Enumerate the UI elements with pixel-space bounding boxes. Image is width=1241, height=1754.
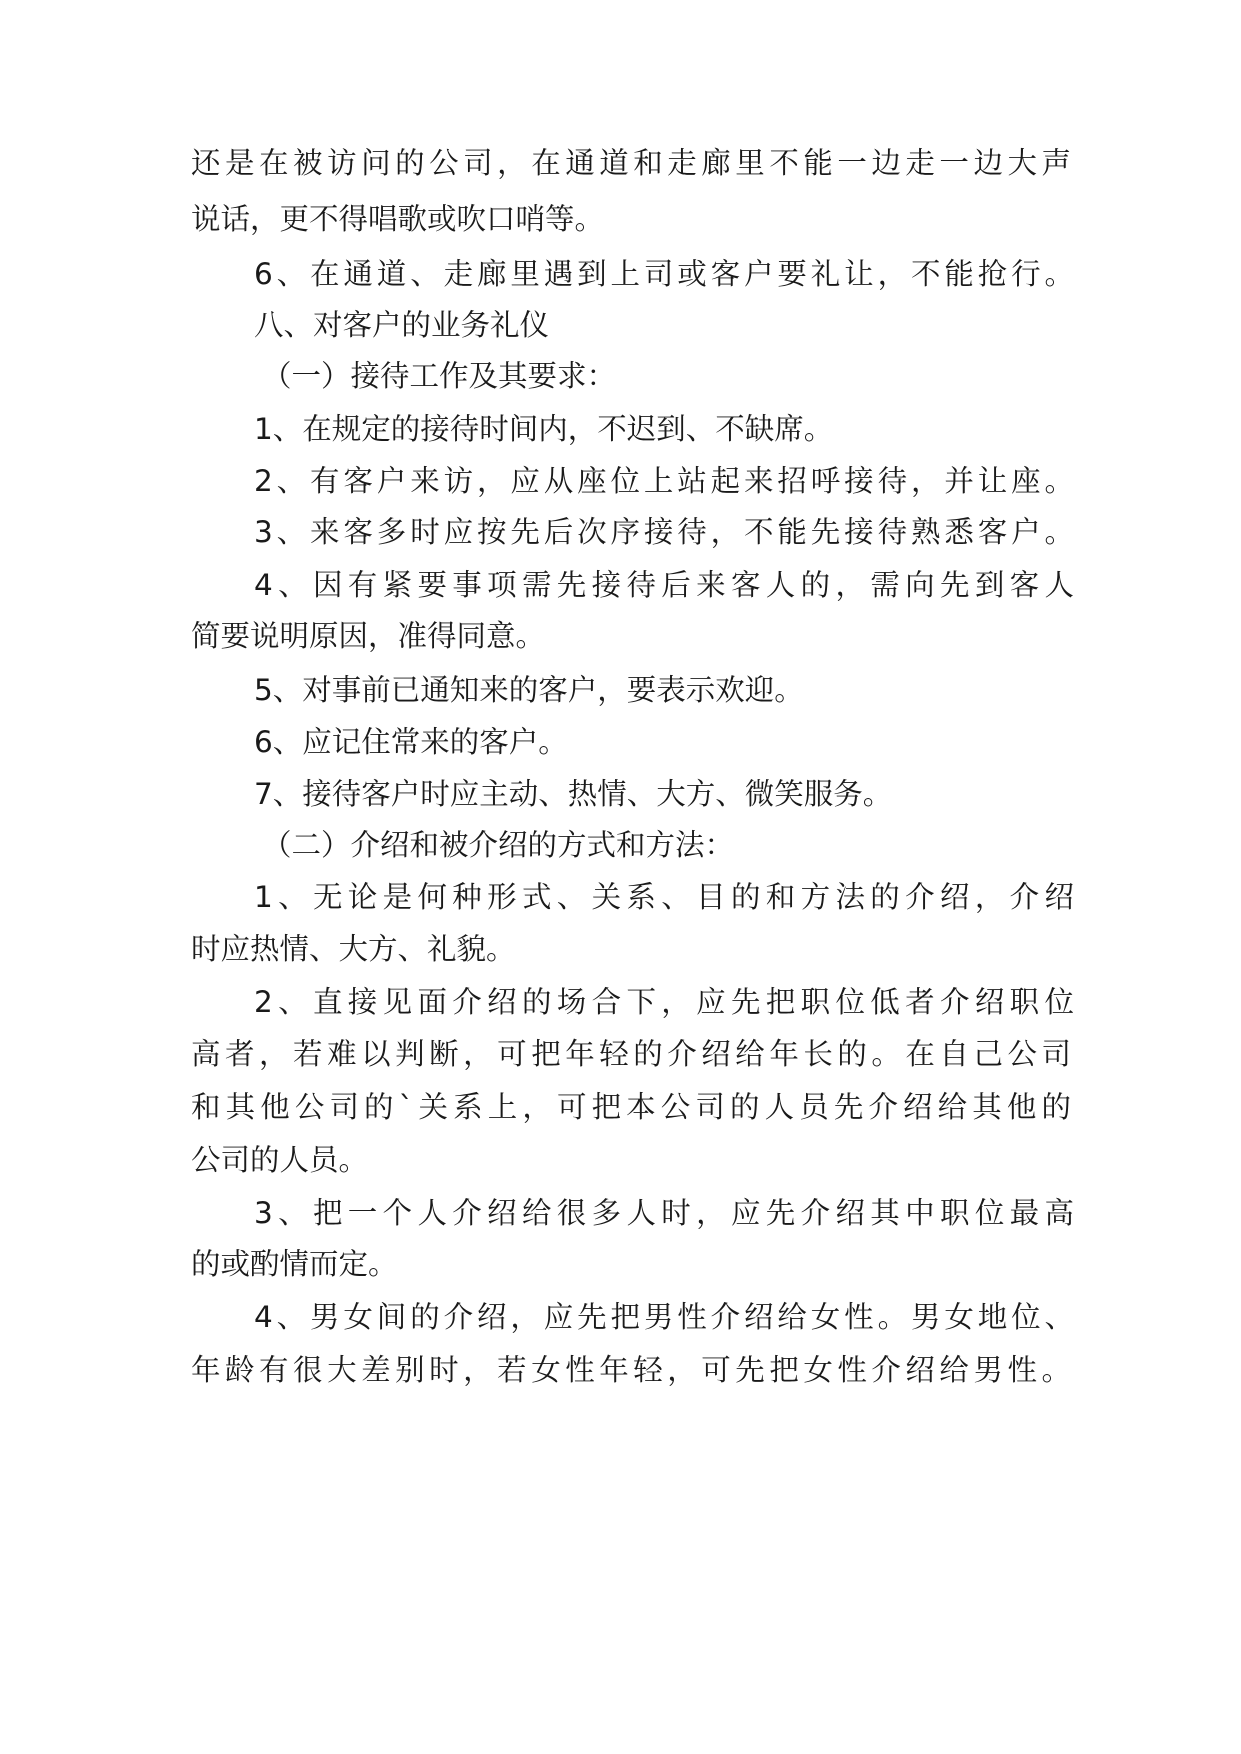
text-line: 2、直接见面介绍的场合下，应先把职位低者介绍职位 — [254, 985, 1074, 1019]
text-line: 1、在规定的接待时间内，不迟到、不缺席。 — [254, 412, 834, 446]
text-line: 和其他公司的`关系上，可把本公司的人员先介绍给其他的 — [191, 1090, 1071, 1124]
text-line: 还是在被访问的公司，在通道和走廊里不能一边走一边大声 — [191, 146, 1071, 180]
section-heading: 八、对客户的业务礼仪 — [254, 308, 550, 342]
text-line: 6、在通道、走廊里遇到上司或客户要礼让，不能抢行。 — [254, 257, 1074, 291]
text-line: 年龄有很大差别时，若女性年轻，可先把女性介绍给男性。 — [191, 1353, 1071, 1387]
text-line: 7、接待客户时应主动、热情、大方、微笑服务。 — [254, 777, 893, 811]
text-line: 1、无论是何种形式、关系、目的和方法的介绍，介绍 — [254, 880, 1074, 914]
text-line: 说话，更不得唱歌或吹口哨等。 — [191, 202, 605, 236]
text-line: 3、来客多时应按先后次序接待，不能先接待熟悉客户。 — [254, 515, 1074, 549]
text-line: 高者，若难以判断，可把年轻的介绍给年长的。在自己公司 — [191, 1037, 1071, 1071]
text-line: 的或酌情而定。 — [191, 1247, 398, 1281]
text-line: 5、对事前已通知来的客户，要表示欢迎。 — [254, 673, 804, 707]
text-line: 时应热情、大方、礼貌。 — [191, 932, 516, 966]
text-line: 4、男女间的介绍，应先把男性介绍给女性。男女地位、 — [254, 1300, 1074, 1334]
text-line: 3、把一个人介绍给很多人时，应先介绍其中职位最高 — [254, 1196, 1074, 1230]
text-line: 公司的人员。 — [191, 1143, 369, 1177]
subsection-heading: （一）接待工作及其要求： — [262, 359, 617, 393]
text-line: 6、应记住常来的客户。 — [254, 725, 568, 759]
subsection-heading: （二）介绍和被介绍的方式和方法： — [262, 828, 735, 862]
text-line: 4、因有紧要事项需先接待后来客人的，需向先到客人 — [254, 568, 1074, 602]
text-line: 2、有客户来访，应从座位上站起来招呼接待，并让座。 — [254, 464, 1074, 498]
text-line: 简要说明原因，准得同意。 — [191, 619, 546, 653]
